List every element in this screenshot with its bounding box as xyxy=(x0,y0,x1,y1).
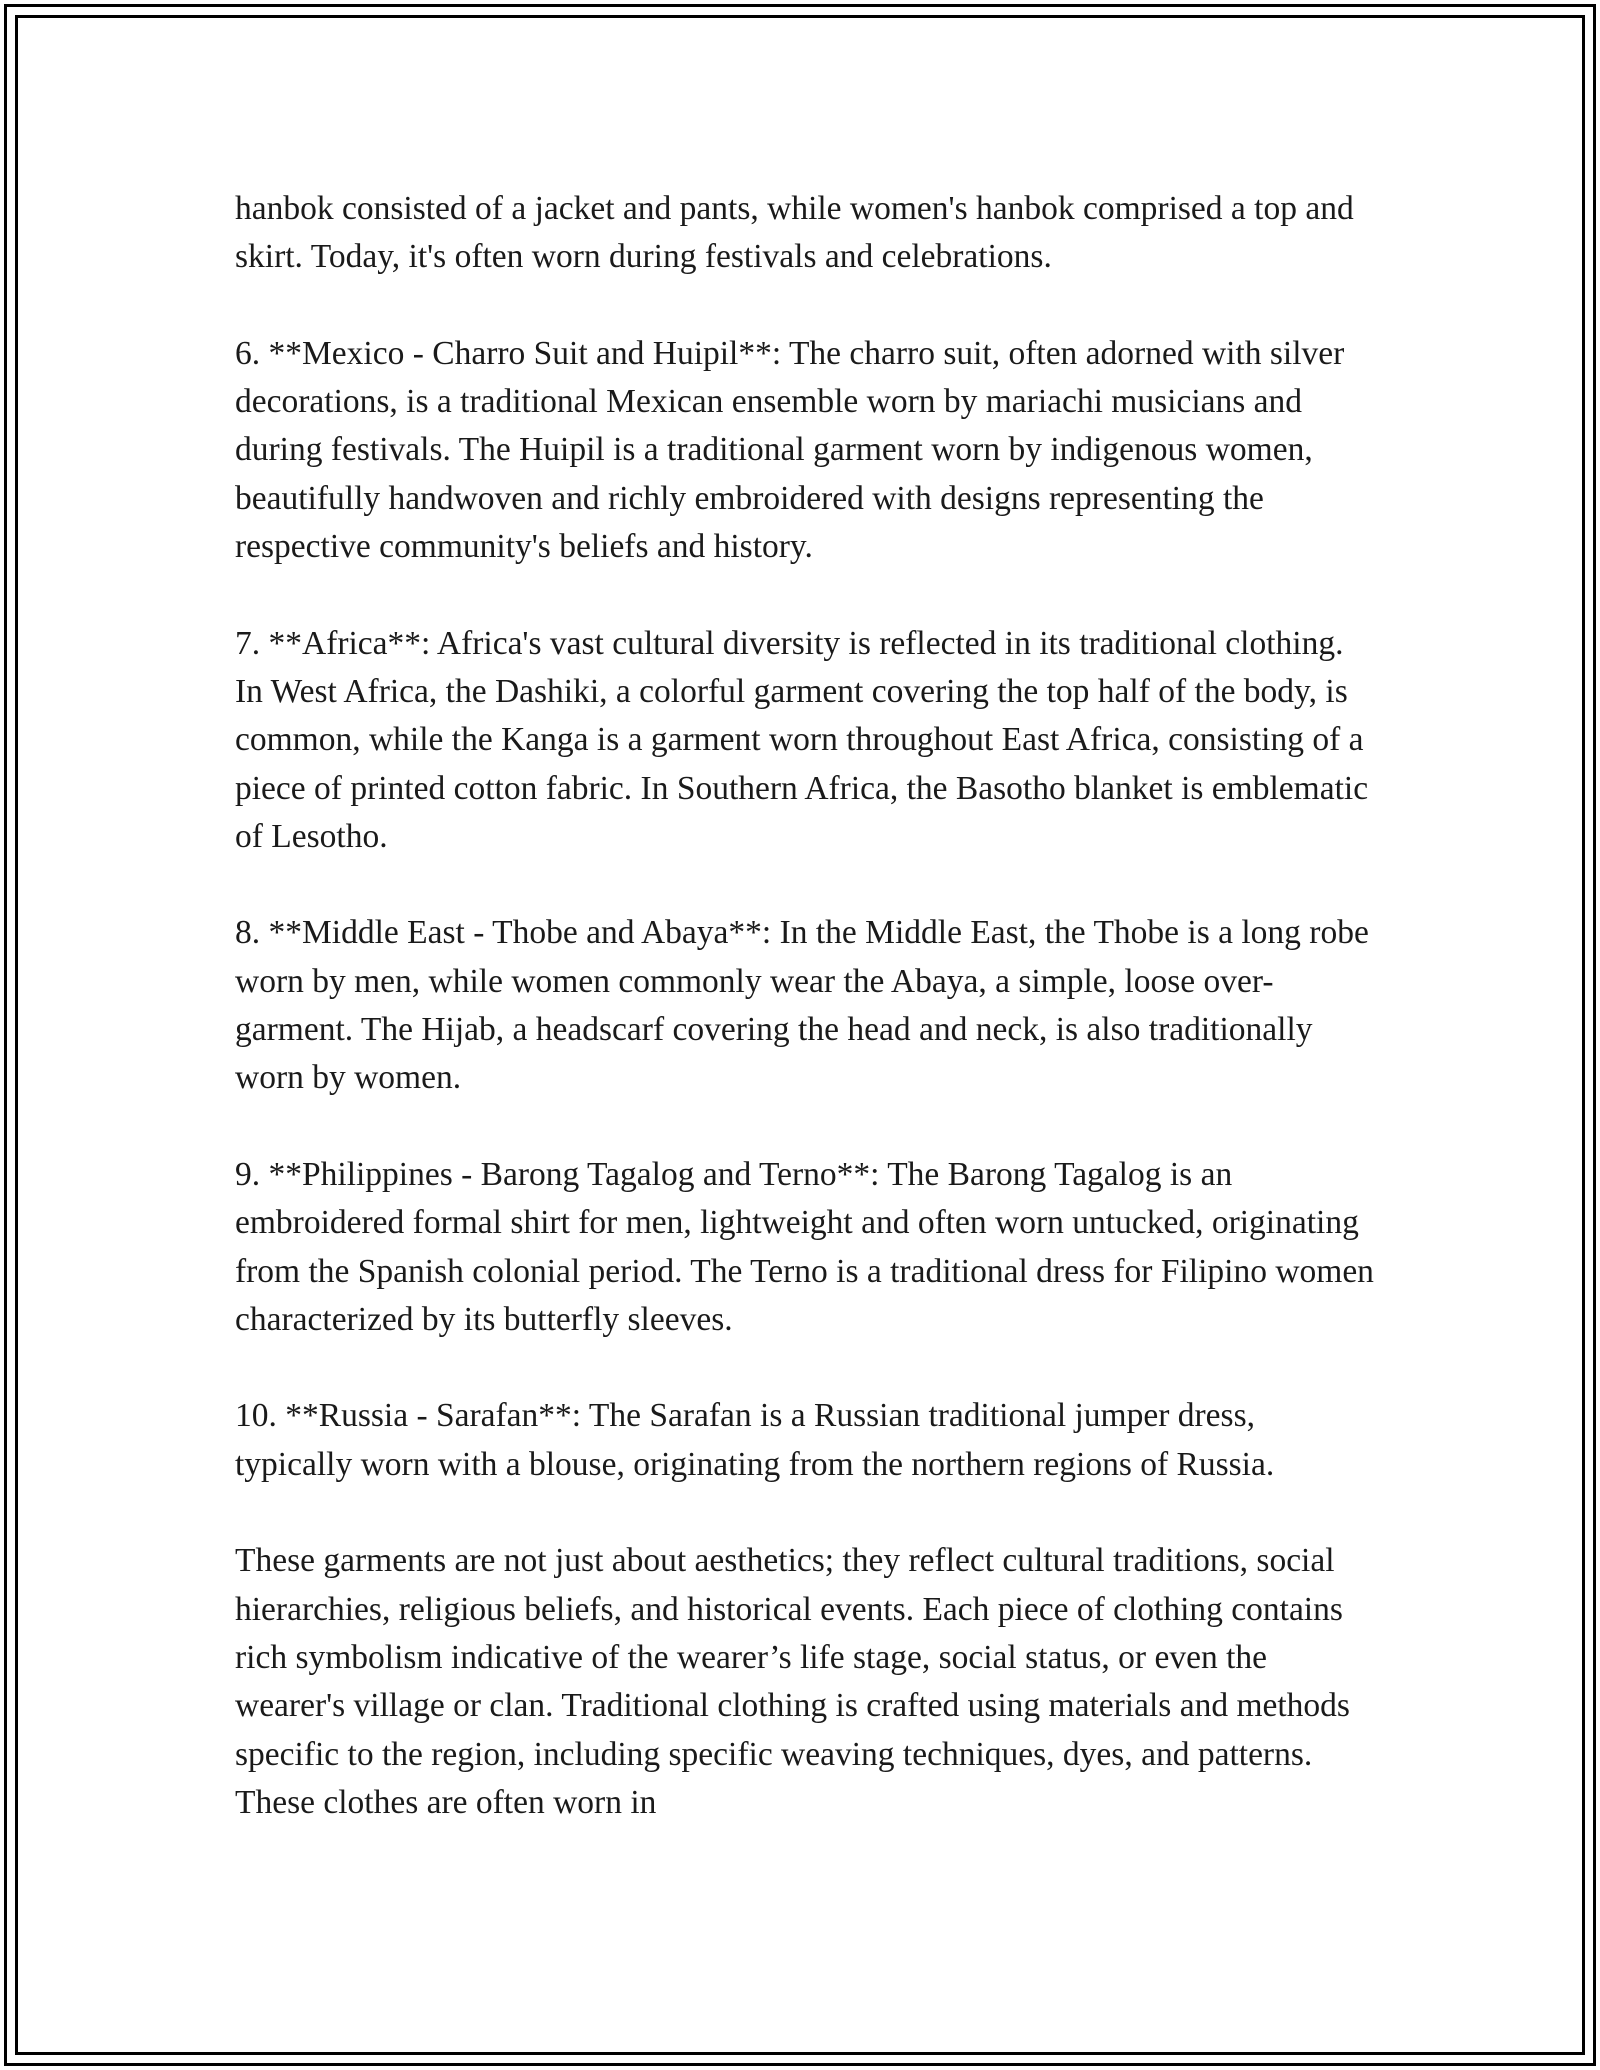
paragraph-philippines: 9. **Philippines - Barong Tagalog and Terno**: The Barong Tagalog is an embroidered formal shirt for men, lightweight and often worn untucked, originating from the Spanish colonial period. The Terno is a traditional dress for Filipino women characterized by its butterfly sleeves. xyxy=(235,1155,1374,1338)
paragraph-mexico: 6. **Mexico - Charro Suit and Huipil**: The charro suit, often adorned with silver decorations, is a traditional Mexican ensemble worn by mariachi musicians and during festivals. The Huipil is a traditional garment worn by indigenous women, beautifully handwoven and richly embroidered with designs representing the respective community's beliefs and history. xyxy=(235,334,1345,566)
paragraph-conclusion: These garments are not just about aesthetics; they reflect cultural traditions, social hierarchies, religious beliefs, and historical events. Each piece of clothing contains rich symbolism indicative of the wearer’s life stage, social status, or even the wearer's village or clan. Traditional clothing is crafted using materials and methods specific to the region, including specific weaving techniques, dyes, and patterns. These clothes are often worn in xyxy=(235,1542,1350,1821)
paragraph-middle-east: 8. **Middle East - Thobe and Abaya**: In the Middle East, the Thobe is a long robe worn by men, while women commonly wear the Abaya, a simple, loose over-garment. The Hijab, a headscarf covering the head and neck, is also traditionally worn by women. xyxy=(235,914,1369,1097)
paragraph-russia: 10. **Russia - Sarafan**: The Sarafan is a Russian traditional jumper dress, typically worn with a blouse, originating from the northern regions of Russia. xyxy=(235,1397,1275,1483)
document-body xyxy=(235,185,1375,1827)
paragraph-africa: 7. **Africa**: Africa's vast cultural diversity is reflected in its traditional clothing. In West Africa, the Dashiki, a colorful garment covering the top half of the body, is common, while the Kanga is a garment worn throughout East Africa, consisting of a piece of printed cotton fabric. In Southern Africa, the Basotho blanket is emblematic of Lesotho. xyxy=(235,624,1369,855)
paragraph-hanbok-continued: hanbok consisted of a jacket and pants, while women's hanbok comprised a top and skirt. Today, it's often worn during festivals and celebrations. xyxy=(235,190,1354,276)
